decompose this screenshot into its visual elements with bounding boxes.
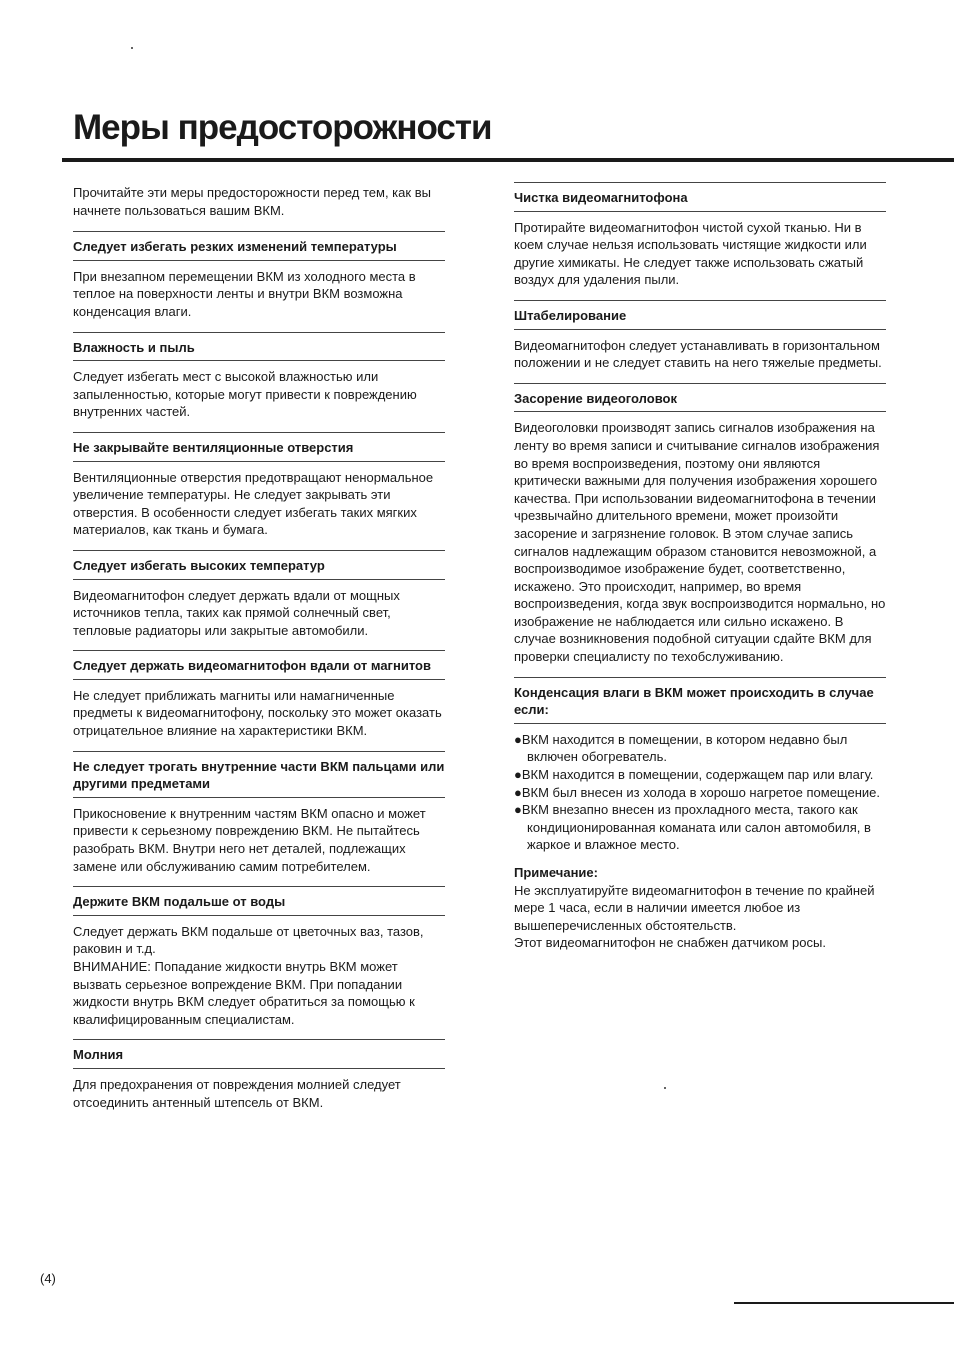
- section-humidity-dust: [73, 332, 445, 421]
- section-heading: Не следует трогать внутренние части ВКМ пальцами или другими предметами: [73, 751, 445, 798]
- section-head-clogging: [514, 383, 886, 666]
- section-heading: Не закрывайте вентиляционные отверстия: [73, 432, 445, 462]
- section-text: Следует избегать мест с высокой влажностью или запыленностью, которые могут привести к повреждению внутренних частей.: [73, 369, 417, 420]
- section-magnets: [73, 650, 445, 739]
- title-rule: [62, 158, 954, 162]
- section-text: Протирайте видеомагнитофон чистой сухой тканью. Ни в коем случае нельзя использовать чистящие жидкости или другие химикаты. Не следует также использовать сжатый воздух для удаления пыли.: [514, 219, 867, 288]
- scan-speck: [131, 47, 133, 49]
- section-heading: Конденсация влаги в ВКМ может происходить в случае если:: [514, 677, 886, 724]
- right-column: [514, 182, 886, 952]
- section-heading: Следует избегать высоких температур: [73, 550, 445, 580]
- note-text: Не эксплуатируйте видеомагнитофон в течение по крайней мере 1 часа, если в наличии имеется любое из вышеперечисленных обстоятельств.: [514, 882, 875, 933]
- section-text: Следует держать ВКМ подальше от цветочных ваз, тазов, раковин и т.д. ВНИМАНИЕ: Попадание жидкости внутрь ВКМ может вызвать серьезное вопреждение ВКМ. При попадании жидкости внутрь ВКМ следует обратиться за помощью к квалифицированным специалистам.: [73, 923, 424, 1027]
- section-heading: Держите ВКМ подальше от воды: [73, 886, 445, 916]
- section-lightning: [73, 1039, 445, 1111]
- section-heading: Следует избегать резких изменений температуры: [73, 231, 445, 261]
- condensation-list: [514, 731, 886, 854]
- section-heading: Молния: [73, 1039, 445, 1069]
- list-item: ●ВКМ находится в помещении, содержащем пар или влагу.: [514, 767, 874, 783]
- section-ventilation: [73, 432, 445, 539]
- section-text: Видеоголовки производят запись сигналов изображения на ленту во время записи и считывание сигналов изображения во время воспроизведения, поэтому они являются критически важными для получения изображения хорошего качества. При использовании видеомагнитофона в течении чрезвычайно длительного времени, может произойти засорение и загрязнение головок. В этом случае запись сигналов надлежащим образом становится невозможной, а воспроизводимое изображение будет, соответственно, искажено. Это происходит, например, во время воспроизведения, когда звук воспроизводится нормально, но изображение не наблюдается или сильно искажено. В случае возникновения подобной ситуации сдайте ВКМ для проверки специалисту по техобслуживанию.: [514, 420, 886, 665]
- section-heading: Влажность и пыль: [73, 332, 445, 362]
- section-heading: Следует держать видеомагнитофон вдали от магнитов: [73, 650, 445, 680]
- page-title: Меры предосторожности: [73, 108, 492, 147]
- section-text: Для предохранения от повреждения молнией следует отсоединить антенный штепсель от ВКМ.: [73, 1076, 401, 1110]
- section-text: Прикосновение к внутренним частям ВКМ опасно и может привести к серьезному повреждению ВКМ. Не пытайтесь разобрать ВКМ. Внутри него нет деталей, подлежащих замене или обслуживанию самим потребителем.: [73, 805, 426, 874]
- note-text-dew-sensor: Этот видеомагнитофон не снабжен датчиком росы.: [514, 935, 826, 951]
- note-heading: Примечание:: [514, 865, 598, 880]
- section-condensation: [514, 677, 886, 952]
- intro-text: Прочитайте эти меры предосторожности перед тем, как вы начнете пользоваться вашим ВКМ.: [73, 185, 431, 218]
- section-heading: Штабелирование: [514, 300, 886, 330]
- page-number: (4): [40, 1271, 56, 1286]
- section-text: Видеомагнитофон следует устанавливать в горизонтальном положении и не следует ставить на него тяжелые предметы.: [514, 337, 882, 371]
- left-column: [73, 182, 445, 1122]
- section-text: Видеомагнитофон следует держать вдали от мощных источников тепла, таких как прямой солнечный свет, тепловые радиаторы или закрытые автомобили.: [73, 587, 400, 638]
- section-water: [73, 886, 445, 1028]
- section-high-temperatures: [73, 550, 445, 639]
- list-item: ●ВКМ внезапно внесен из прохладного места, такого как кондиционированная команата или салон автомобиля, в жаркое и влажное место.: [514, 802, 871, 853]
- list-item: ●ВКМ находится в помещении, в котором недавно был включен обогреватель.: [514, 731, 848, 765]
- section-text: Вентиляционные отверстия предотвращают ненормальное увеличение температуры. Не следует закрывать эти отверстия. В особенности следует избегать таких мягких материалов, как ткань и бумага.: [73, 469, 434, 538]
- section-heading: Чистка видеомагнитофона: [514, 182, 886, 212]
- section-cleaning: [514, 182, 886, 289]
- section-heading: Засорение видеоголовок: [514, 383, 886, 413]
- list-item: ●ВКМ был внесен из холода в хорошо нагретое помещение.: [514, 784, 880, 800]
- scan-speck: [664, 1087, 666, 1089]
- section-text: Не следует приближать магниты или намагниченные предметы к видеомагнитофону, поскольку это может оказать отрицательное влияние на характеристики ВКМ.: [73, 687, 442, 739]
- section-temperature-changes: [73, 231, 445, 320]
- section-internal-parts: [73, 751, 445, 876]
- section-stacking: [514, 300, 886, 372]
- bottom-rule: [734, 1302, 954, 1304]
- section-text: При внезапном перемещении ВКМ из холодного места в теплое на поверхности ленты и внутри ВКМ возможна конденсация влаги.: [73, 268, 416, 319]
